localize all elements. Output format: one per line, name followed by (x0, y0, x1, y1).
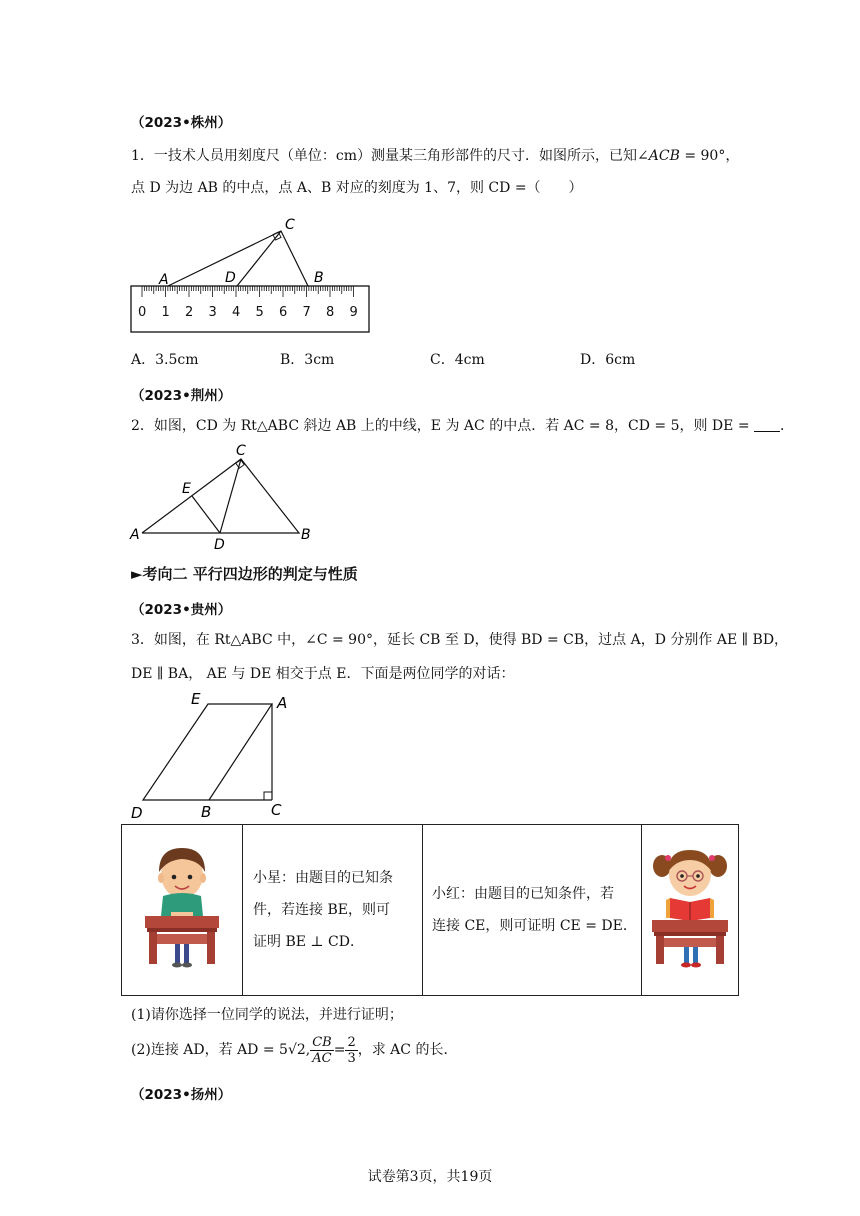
q3-part2-a: (2)连接 AD，若 AD = 5√2, (131, 1042, 311, 1058)
ruler-tick-label: 2 (185, 305, 194, 320)
parallelogram-AEDB (143, 704, 272, 800)
segment-DE (192, 496, 220, 533)
ruler-tick-label: 9 (349, 305, 358, 320)
q2-text-b: ． (780, 418, 794, 434)
ruler-tick-label: 5 (255, 305, 264, 320)
q1-option-c-label: C． (430, 352, 455, 368)
q3-figure (125, 688, 305, 822)
q2-source: （2023•荆州） (131, 388, 232, 404)
q1-option-a-text: 3.5cm (155, 352, 199, 368)
q1-text-line1-b: ACB (648, 148, 680, 164)
xiaohong-speech-cell (423, 825, 642, 996)
fraction-denominator: 3 (347, 1050, 356, 1066)
point-A-label: A (130, 527, 140, 543)
q2-text (131, 416, 794, 436)
q1-text-line2: 点 D 为边 AB 的中点，点 A、B 对应的刻度为 1、7，则 CD =（ ） (131, 180, 583, 196)
triangle-ABC (142, 459, 299, 533)
ruler-tick-label: 0 (138, 305, 147, 320)
girl-illustration-cell (642, 825, 739, 996)
triangle-ACB (168, 231, 308, 286)
point-D-label: D (214, 537, 225, 552)
q1-option-b-label: B． (280, 352, 305, 368)
ruler-tick-label: 6 (279, 305, 288, 320)
point-C-label: C (285, 217, 295, 233)
q2-figure (125, 440, 325, 552)
section-marker: ► (131, 565, 143, 583)
point-A-label: A (277, 694, 288, 712)
q1-text-line1-a: 1．一技术人员用刻度尺（单位：cm）测量某三角形部件的尺寸．如图所示，已知∠ (131, 148, 649, 164)
page-footer: 试卷第3页，共19页 (367, 1169, 493, 1185)
point-D-label: D (131, 804, 143, 822)
xiaoxing-speech-cell (243, 825, 423, 996)
girl-reading-at-desk-icon (644, 838, 736, 970)
ruler-tick-label: 4 (232, 305, 241, 320)
xiaoxing-line1: 小星：由题目的已知条 (253, 870, 393, 886)
q1-option-a-label: A． (131, 352, 156, 368)
q3-text-line1: 3．如图，在 Rt△ABC 中，∠C = 90°，延长 CB 至 D，使得 BD = CB，过点 A，D 分别作 AE ∥ BD， (131, 632, 789, 648)
fraction-2-over-3 (345, 1035, 357, 1066)
q3-part1: (1)请你选择一位同学的说法，并进行证明； (131, 1007, 403, 1023)
q1-option-a (131, 349, 199, 369)
point-A-label: A (159, 272, 169, 288)
q1-text-line1 (131, 146, 739, 166)
q1-option-c-text: 4cm (454, 352, 485, 368)
section-heading (131, 563, 358, 584)
point-B-label: B (301, 527, 311, 543)
ruler-tick-label: 3 (208, 305, 217, 320)
fraction-denominator: AC (312, 1050, 332, 1066)
boy-at-desk-icon (137, 838, 227, 970)
point-E-label: E (191, 690, 201, 708)
q3-source: （2023•贵州） (131, 602, 232, 618)
q1-option-b-text: 3cm (304, 352, 335, 368)
q1-option-d (580, 349, 635, 369)
ruler-tick-label: 1 (161, 305, 170, 320)
segment-CD (220, 459, 241, 533)
boy-illustration-cell (122, 825, 243, 996)
q2-text-a: 2．如图，CD 为 Rt△ABC 斜边 AB 上的中线，E 为 AC 的中点．若 AC = 8，CD = 5，则 DE = (131, 418, 754, 434)
segment-CD (237, 231, 281, 286)
q3-part2 (131, 1031, 457, 1069)
fraction-numerator: 2 (347, 1034, 356, 1050)
xiaoxing-line3: 证明 BE ⊥ CD． (253, 934, 364, 950)
ruler-tick-label: 7 (302, 305, 311, 320)
q1-source: （2023•株州） (131, 115, 232, 131)
q3-text-line2: DE ∥ BA， AE 与 DE 相交于点 E．下面是两位同学的对话： (131, 666, 515, 682)
point-B-label: B (314, 270, 324, 286)
answer-blank (754, 417, 780, 432)
q1-option-d-label: D． (580, 352, 606, 368)
section-title: 考向二 平行四边形的判定与性质 (142, 565, 358, 583)
point-C-label: C (236, 443, 246, 459)
q3-part2-b: ，求 AC 的长． (357, 1042, 458, 1058)
point-C-label: C (271, 801, 282, 819)
dialogue-table (121, 824, 739, 996)
xiaohong-line1: 小红：由题目的已知条件，若 (432, 886, 614, 902)
q3-part2-equals: = (333, 1042, 346, 1058)
point-B-label: B (201, 803, 212, 821)
right-angle-mark (264, 792, 272, 800)
q1-text-line1-c: = 90°， (679, 148, 740, 164)
q1-option-b (280, 349, 334, 369)
ruler-tick-label: 8 (326, 305, 335, 320)
fraction-cb-over-ac (310, 1035, 334, 1066)
q4-source: （2023•扬州） (131, 1087, 232, 1103)
point-E-label: E (182, 481, 191, 497)
q1-option-c (430, 349, 485, 369)
xiaoxing-line2: 件，若连接 BE，则可 (253, 902, 390, 918)
q1-figure (125, 212, 385, 336)
xiaohong-line2: 连接 CE，则可证明 CE = DE． (432, 918, 637, 934)
point-D-label: D (225, 270, 236, 286)
fraction-numerator: CB (312, 1034, 332, 1050)
q1-option-d-text: 6cm (605, 352, 636, 368)
